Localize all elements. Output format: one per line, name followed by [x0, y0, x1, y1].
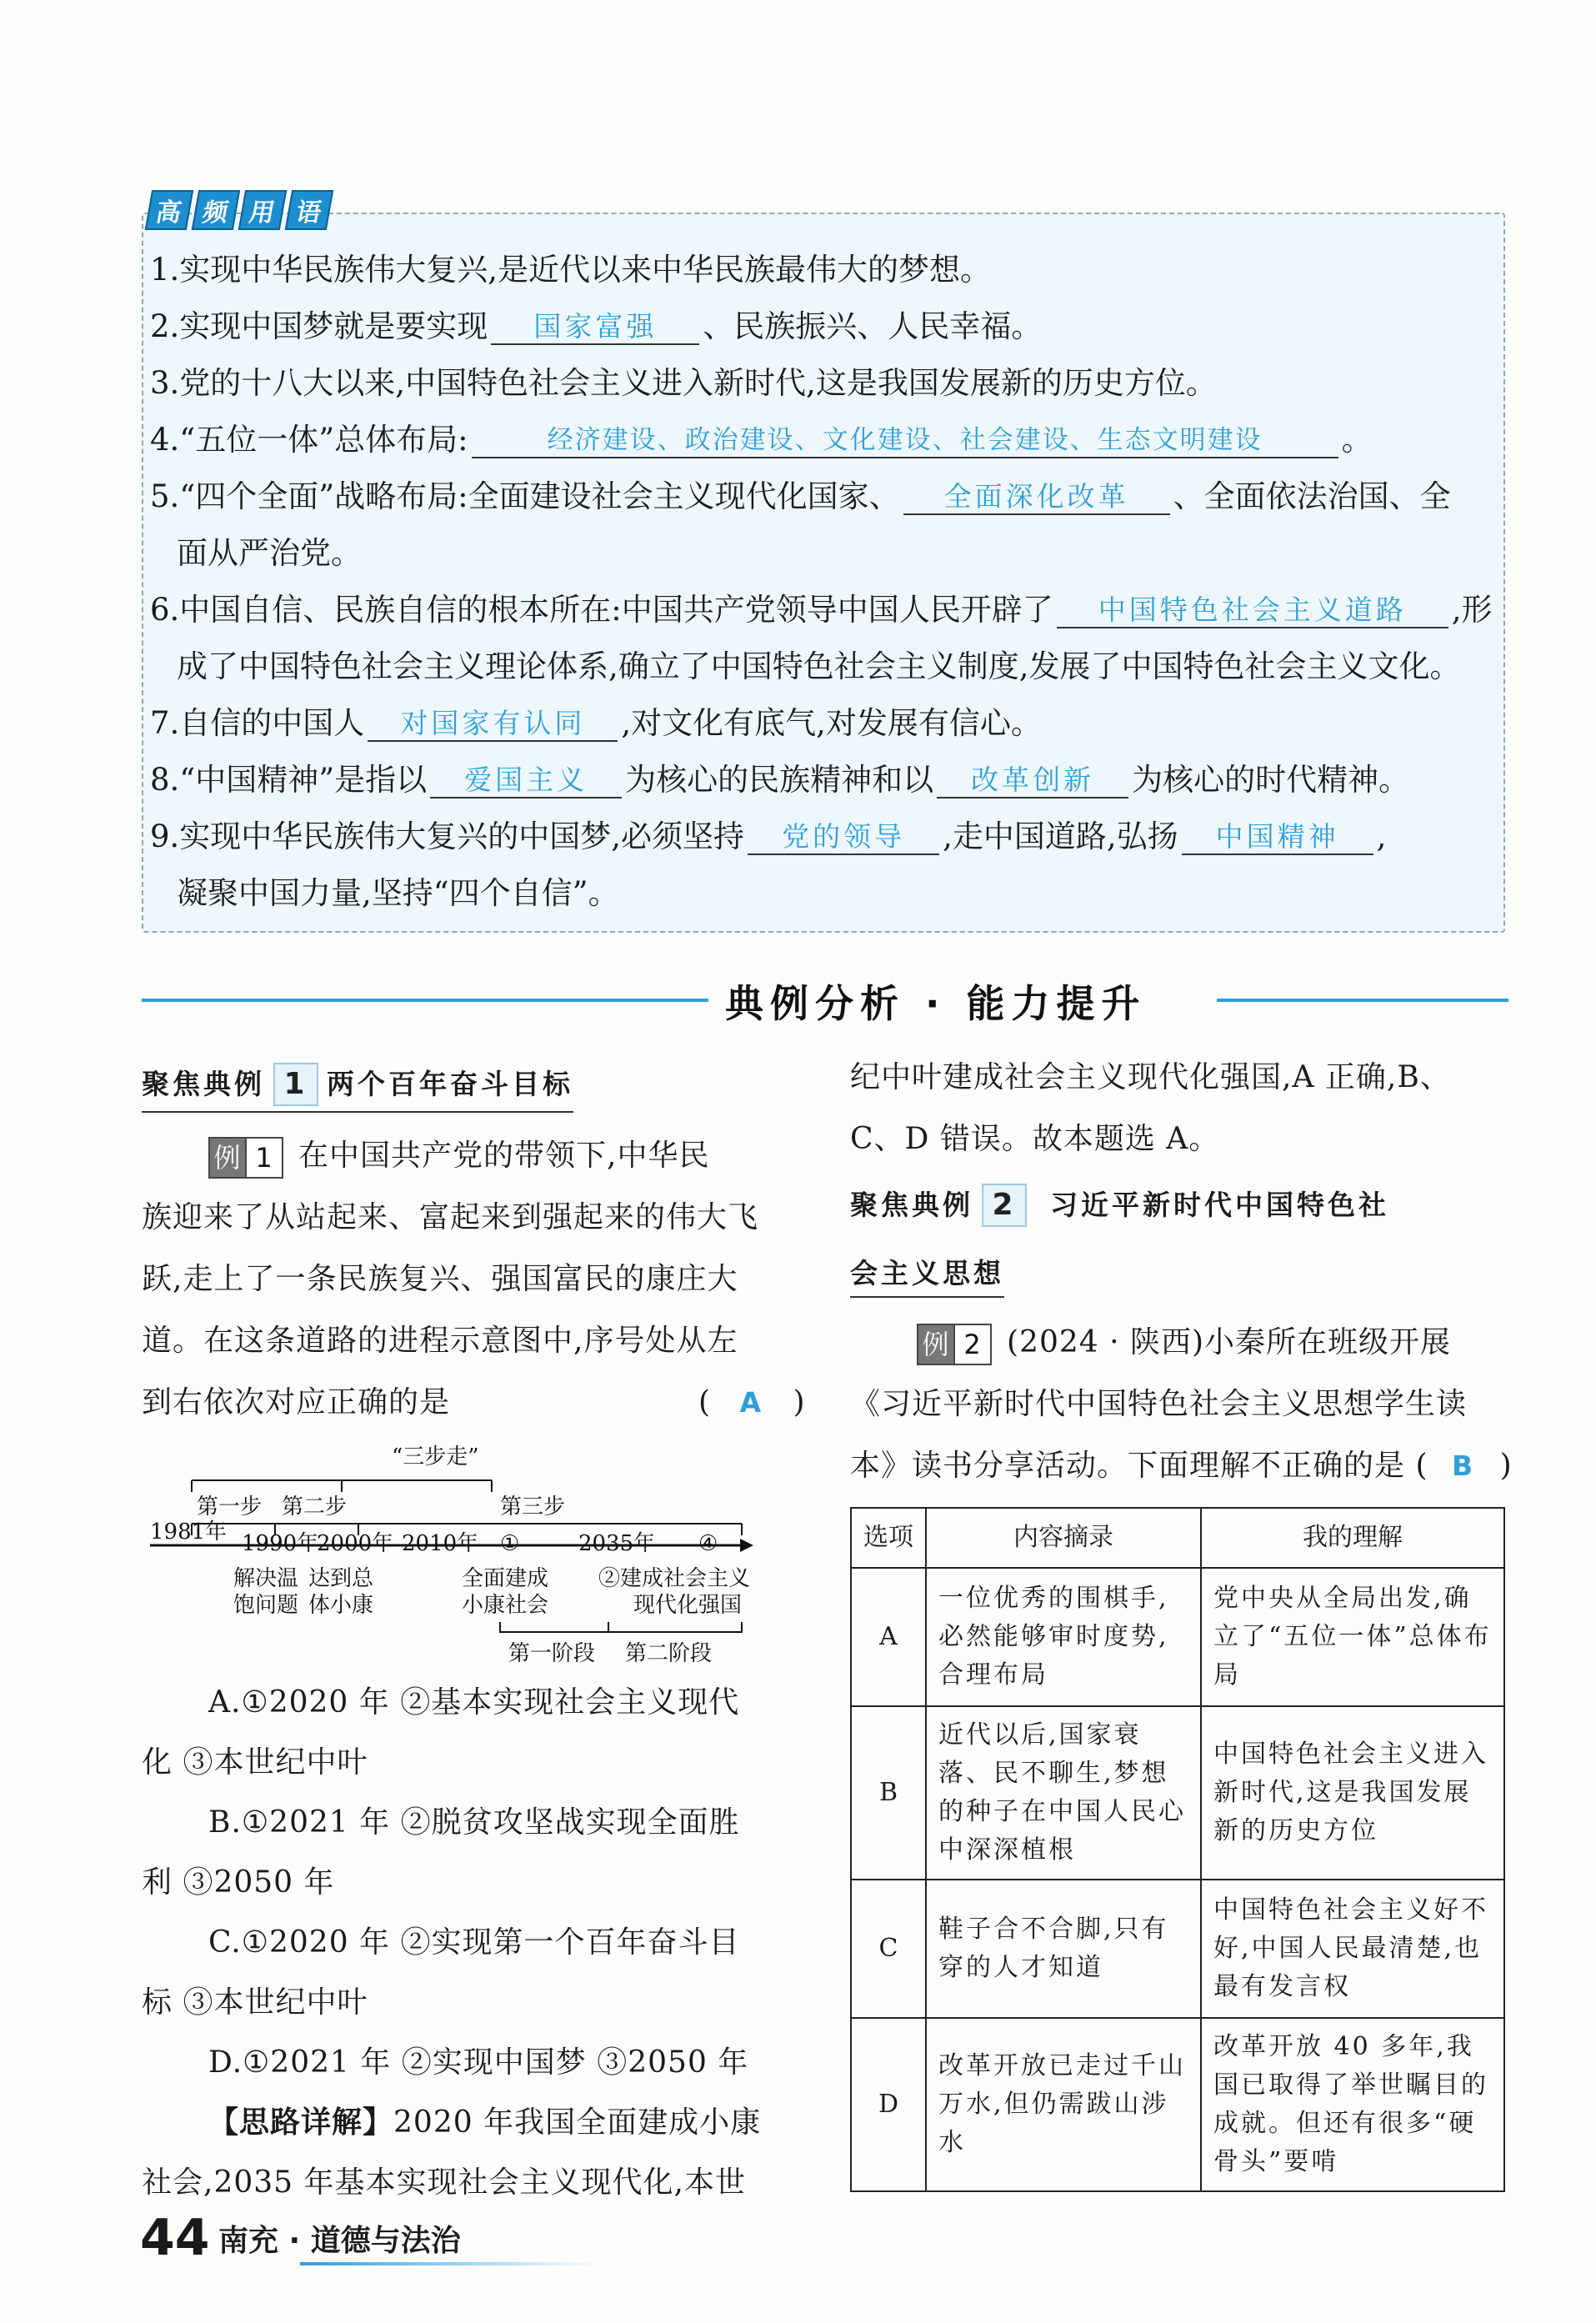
option-b-line1: B.①2021 年 ②脱贫攻坚战实现全面胜 [208, 1805, 740, 1840]
title-char: 频 [192, 190, 240, 230]
year-2035: 2035年 [578, 1531, 656, 1556]
example-2-q-line2: 《习近平新时代中国特色社会主义思想学生读 [850, 1387, 1468, 1421]
example-1-answer [698, 1372, 806, 1434]
answer-letter: A [739, 1386, 765, 1419]
step-3-label: 第三步 [500, 1494, 566, 1519]
example-badge [917, 1324, 992, 1365]
hf-text: 3.党的十八大以来,中国特色社会主义进入新时代,这是我国发展新的历史方位。 [150, 365, 1217, 401]
hf-text: 5.“四个全面”战略布局:全面建设社会主义现代化国家、 [150, 478, 900, 514]
marker-4: ④ [698, 1531, 718, 1556]
hf-text: 、民族振兴、人民幸福。 [703, 308, 1043, 344]
desc-3b: 小康社会 [462, 1593, 549, 1618]
analysis-line1 [208, 2092, 761, 2154]
title-char: 高 [145, 190, 193, 230]
answer-blank: 爱国主义 [430, 763, 622, 799]
step-2-label: 第二步 [282, 1494, 348, 1519]
banner-rule-left [142, 999, 708, 1002]
answer-blank: 全面深化改革 [903, 480, 1170, 515]
option-c-line2: 标 ③本世纪中叶 [142, 1985, 368, 2020]
year-1981: 1981年 [150, 1519, 228, 1544]
example-1-q-line1 [208, 1125, 709, 1187]
title-char: 用 [238, 190, 287, 230]
timeline-diagram [142, 1434, 800, 1675]
table-row [851, 2018, 1504, 2191]
example-1-q-line4: 道。在这条道路的进程示意图中,序号处从左 [142, 1324, 738, 1358]
footer-title: 南充 · 道德与法治 [218, 2224, 461, 2258]
section-number: 1 [273, 1063, 318, 1106]
section-prefix: 聚焦典例 [850, 1189, 973, 1221]
table-cell-excerpt: 一位优秀的围棋手,必然能够审时度势,合理布局 [926, 1568, 1201, 1706]
year-2000: 2000年 [317, 1531, 394, 1556]
footer-rule [300, 2262, 600, 2265]
desc-4b: 现代化强国 [633, 1593, 743, 1618]
table-cell-excerpt: 近代以后,国家衰落、民不聊生,梦想的种子在中国人民心中深深植根 [926, 1706, 1201, 1880]
year-1990: 1990年 [242, 1531, 319, 1556]
hf-text: 为核心的时代精神。 [1132, 762, 1410, 798]
table-cell-understanding: 中国特色社会主义进入新时代,这是我国发展新的历史方位 [1201, 1706, 1504, 1880]
hf-text: 4.“五位一体”总体布局: [150, 422, 468, 458]
hf-line-6 [150, 592, 1493, 628]
table-cell-option: B [851, 1706, 926, 1880]
desc-1a: 解决温 [233, 1566, 299, 1591]
table-cell-option: D [851, 2018, 926, 2191]
phase-1-label: 第一阶段 [508, 1641, 596, 1666]
phase-2-label: 第二阶段 [625, 1641, 713, 1666]
section-prefix: 聚焦典例 [142, 1068, 265, 1100]
hf-text: 为核心的民族精神和以 [625, 762, 934, 798]
hf-line-9 [150, 819, 1386, 855]
badge-number: 1 [245, 1139, 282, 1177]
desc-3a: 全面建成 [462, 1566, 549, 1591]
marker-1: ① [500, 1531, 520, 1556]
hf-line-8 [150, 762, 1409, 799]
table-cell-excerpt: 改革开放已走过千山万水,但仍需跋山涉水 [926, 2018, 1201, 2191]
answer-blank: 经济建设、政治建设、文化建设、社会建设、生态文明建设 [472, 423, 1338, 458]
title-char: 语 [285, 190, 333, 230]
table-cell-excerpt: 鞋子合不合脚,只有穿的人才知道 [926, 1880, 1201, 2018]
step-1-label: 第一步 [197, 1494, 263, 1519]
desc-2a: 达到总 [308, 1566, 374, 1591]
hf-text: 6.中国自信、民族自信的根本所在:中国共产党领导中国人民开辟了 [150, 592, 1053, 628]
hf-text: 、全面依法治国、全 [1173, 478, 1451, 514]
badge-label: 例 [918, 1325, 953, 1364]
three-steps-label: “三步走” [392, 1444, 479, 1469]
desc-2b: 体小康 [308, 1593, 374, 1618]
analysis-text: 2020 年我国全面建成小康 [393, 2105, 762, 2140]
example-1-q-line5: 到右依次对应正确的是 [142, 1385, 451, 1419]
hf-line-4 [150, 422, 1373, 458]
table-cell-option: A [851, 1568, 926, 1706]
option-c-line1: C.①2020 年 ②实现第一个百年奋斗目 [208, 1925, 740, 1960]
hf-line-1 [150, 252, 991, 288]
answer-blank: 改革创新 [937, 763, 1128, 799]
hf-text: 。 [1341, 422, 1373, 458]
high-frequency-title [148, 190, 330, 232]
hf-text: 面从严治党。 [177, 535, 362, 571]
section-title: 习近平新时代中国特色社 [1050, 1189, 1389, 1221]
section-2-heading [850, 1184, 1389, 1227]
hf-line-3 [150, 365, 1217, 402]
section-title: 两个百年奋斗目标 [327, 1068, 573, 1100]
paren: ) [793, 1385, 806, 1419]
section-number: 2 [982, 1184, 1027, 1227]
paren: ( [698, 1385, 712, 1419]
table-header-row [851, 1508, 1504, 1568]
table-cell-understanding: 中国特色社会主义好不好,中国人民最清楚,也最有发言权 [1201, 1880, 1504, 2018]
desc-1b: 饱问题 [233, 1593, 299, 1618]
hf-text: ,走中国道路,弘扬 [943, 819, 1178, 854]
banner-rule-right [1217, 999, 1508, 1002]
table-header: 内容摘录 [926, 1508, 1201, 1568]
option-a-line2: 化 ③本世纪中叶 [142, 1745, 368, 1780]
table-header: 选项 [851, 1508, 926, 1568]
question-text: (2024 · 陕西)小秦所在班级开展 [1007, 1325, 1452, 1359]
hf-line-7 [150, 705, 1042, 742]
option-a-line1: A.①2020 年 ②基本实现社会主义现代 [208, 1685, 740, 1720]
banner-title: 典例分析 · 能力提升 [725, 981, 1147, 1026]
hf-text: 9.实现中华民族伟大复兴的中国梦,必须坚持 [150, 819, 745, 854]
option-b-line2: 利 ③2050 年 [142, 1865, 335, 1900]
section-1-heading [142, 1063, 573, 1113]
example-2-q-line1 [917, 1312, 1451, 1374]
hf-line-2 [150, 308, 1042, 345]
analysis-line4: C、D 错误。故本题选 A。 [850, 1122, 1220, 1156]
hf-text: 2.实现中国梦就是要实现 [150, 308, 488, 344]
paren: ) [1499, 1449, 1513, 1483]
hf-text: 1.实现中华民族伟大复兴,是近代以来中华民族最伟大的梦想。 [150, 252, 992, 288]
page-number: 44 [140, 2209, 210, 2267]
question-text: 本》读书分享活动。下面理解不正确的是 [850, 1449, 1406, 1483]
answer-blank: 中国特色社会主义道路 [1057, 593, 1448, 628]
hf-text: 凝聚中国力量,坚持“四个自信”。 [177, 875, 619, 911]
table-cell-understanding: 党中央从全局出发,确立了“五位一体”总体布局 [1201, 1568, 1504, 1706]
paren: ( [1415, 1449, 1428, 1483]
answer-blank: 对国家有认同 [368, 707, 618, 742]
option-d-line1: D.①2021 年 ②实现中国梦 ③2050 年 [208, 2045, 749, 2080]
hf-line-9b [177, 875, 619, 912]
hf-text: , [1376, 819, 1387, 854]
answer-blank: 中国精神 [1182, 820, 1373, 855]
analysis-label: 【思路详解】 [208, 2105, 394, 2140]
desc-4a: ②建成社会主义 [598, 1566, 751, 1591]
answer-blank: 国家富强 [491, 310, 699, 345]
table-row [851, 1568, 1504, 1706]
table-cell-option: C [851, 1880, 926, 2018]
example-1-q-line2: 族迎来了从站起来、富起来到强起来的伟大飞 [142, 1200, 759, 1234]
hf-text: 7.自信的中国人 [150, 705, 365, 741]
table-row [851, 1880, 1504, 2018]
table-row [851, 1706, 1504, 1880]
example-2-q-line3 [850, 1435, 1513, 1497]
hf-text: ,形 [1451, 592, 1493, 628]
badge-number: 2 [953, 1325, 990, 1364]
hf-text: 成了中国特色社会主义理论体系,确立了中国特色社会主义制度,发展了中国特色社会主义文化。 [177, 648, 1461, 684]
badge-label: 例 [210, 1139, 245, 1177]
example-badge [208, 1137, 283, 1179]
answer-letter: B [1451, 1449, 1477, 1482]
section-banner [142, 967, 1508, 1034]
answer-blank: 党的领导 [748, 820, 939, 855]
hf-text: ,对文化有底气,对发展有信心。 [621, 705, 1042, 741]
section-2-heading-line2: 会主义思想 [850, 1252, 1004, 1298]
table-cell-understanding: 改革开放 40 多年,我国已取得了举世瞩目的成就。但还有很多“硬骨头”要啃 [1201, 2018, 1504, 2191]
hf-line-5b [177, 535, 362, 572]
example-1-q-line3: 跃,走上了一条民族复兴、强国富民的康庄大 [142, 1262, 738, 1296]
question-text: 在中国共产党的带领下,中华民 [298, 1139, 710, 1173]
hf-line-6b [177, 648, 1461, 685]
year-2010: 2010年 [402, 1531, 479, 1556]
table-header: 我的理解 [1201, 1508, 1504, 1568]
hf-line-5 [150, 478, 1451, 515]
analysis-line2: 社会,2035 年基本实现社会主义现代化,本世 [142, 2165, 746, 2200]
analysis-line3: 纪中叶建成社会主义现代化强国,A 正确,B、 [850, 1060, 1451, 1094]
hf-text: 8.“中国精神”是指以 [150, 762, 428, 798]
options-table [850, 1507, 1505, 2192]
